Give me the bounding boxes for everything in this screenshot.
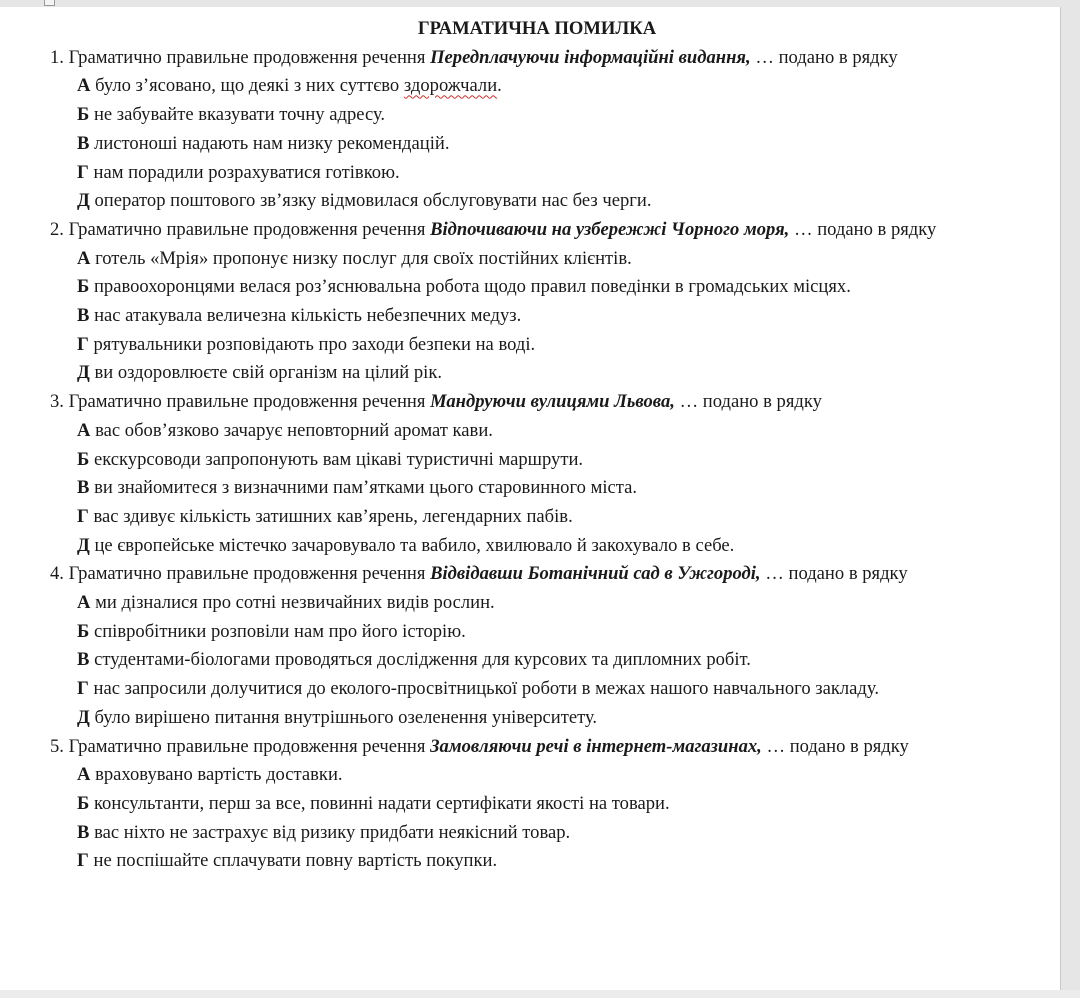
question-number: 5.: [50, 735, 64, 757]
answer-option: [50, 675, 1024, 704]
option-letter: А: [77, 247, 91, 269]
question-2: [50, 216, 1024, 245]
option-letter: Б: [77, 276, 90, 298]
option-text: вас здивує кількість затишних кав’ярень, легендарних пабів.: [93, 505, 573, 527]
question-number: 4.: [50, 563, 64, 585]
question-suffix: … подано в рядку: [766, 735, 909, 757]
vertical-scrollbar-track[interactable]: [1061, 7, 1080, 990]
answer-option: [50, 847, 1024, 876]
question-suffix: … подано в рядку: [765, 563, 908, 585]
question-phrase: Передплачуючи інформаційні видання,: [430, 46, 751, 68]
option-text: співробітники розповіли нам про його історію.: [93, 620, 466, 642]
answer-option: [50, 159, 1024, 188]
question-number: 3.: [50, 391, 64, 413]
option-text: враховувано вартість доставки.: [95, 764, 343, 786]
option-text: екскурсоводи запропонують вам цікаві туристичні маршрути.: [93, 448, 584, 470]
option-text: нас запросили долучитися до еколого-просвітницької роботи в межах нашого навчального закладу.: [93, 678, 879, 700]
option-text: не поспішайте сплачувати повну вартість покупки.: [93, 850, 498, 872]
question-prefix: Граматично правильне продовження речення: [68, 218, 426, 240]
answer-option: [50, 273, 1024, 302]
answer-option: [50, 761, 1024, 790]
option-letter: А: [77, 75, 91, 97]
option-letter: Г: [77, 505, 89, 527]
page-title: ГРАМАТИЧНА ПОМИЛКА: [417, 18, 657, 39]
question-list: [50, 44, 1024, 876]
option-letter: Д: [77, 362, 90, 384]
option-letter: Г: [77, 333, 89, 355]
option-letter: Б: [77, 792, 90, 814]
option-text-end: .: [497, 75, 502, 97]
question-number: 2.: [50, 218, 64, 240]
option-text: листоноші надають нам низку рекомендацій.: [94, 132, 450, 154]
option-letter: Б: [77, 104, 90, 126]
question-phrase: Відвідавши Ботанічний сад в Ужгороді,: [430, 563, 761, 585]
option-text: ви знайомитеся з визначними пам’ятками цього старовинного міста.: [94, 477, 638, 499]
option-letter: А: [77, 419, 91, 441]
question-phrase: Мандруючи вулицями Львова,: [430, 391, 675, 413]
option-text: нам порадили розрахуватися готівкою.: [93, 161, 400, 183]
answer-option: [50, 331, 1024, 360]
question-4: [50, 560, 1024, 589]
option-text: вас обов’язково зачарує неповторний аромат кави.: [95, 419, 493, 441]
answer-option: [50, 187, 1024, 216]
question-prefix: Граматично правильне продовження речення: [68, 735, 426, 757]
option-letter: Д: [77, 190, 90, 212]
option-text: рятувальники розповідають про заходи безпеки на воді.: [93, 333, 536, 355]
option-letter: В: [77, 132, 90, 154]
question-phrase: Відпочиваючи на узбережжі Чорного моря,: [430, 218, 790, 240]
question-3: [50, 388, 1024, 417]
question-suffix: … подано в рядку: [679, 391, 822, 413]
option-letter: Д: [77, 706, 90, 728]
answer-option: [50, 704, 1024, 733]
answer-option: [50, 130, 1024, 159]
question-number: 1.: [50, 46, 64, 68]
option-letter: Г: [77, 678, 89, 700]
option-letter: Г: [77, 161, 89, 183]
question-1: [50, 44, 1024, 73]
option-text: вас ніхто не застрахує від ризику придбати неякісний товар.: [94, 821, 571, 843]
option-text: оператор поштового зв’язку відмовилася обслуговувати нас без черги.: [94, 190, 652, 212]
document-body: [50, 15, 1024, 876]
option-letter: Г: [77, 850, 89, 872]
answer-option: [50, 417, 1024, 446]
answer-option: [50, 790, 1024, 819]
option-text: правоохоронцями велася роз’яснювальна робота щодо правил поведінки в громадських місцях.: [93, 276, 851, 298]
option-text: це європейське містечко зачаровувало та вабило, хвилювало й закохувало в себе.: [94, 534, 735, 556]
answer-option: [50, 819, 1024, 848]
option-letter: Б: [77, 448, 90, 470]
spellcheck-flagged-word: здорожчали: [403, 75, 498, 97]
answer-option: [50, 446, 1024, 475]
question-prefix: Граматично правильне продовження речення: [68, 46, 426, 68]
question-suffix: … подано в рядку: [755, 46, 898, 68]
option-text: готель «Мрія» пропонує низку послуг для своїх постійних клієнтів.: [95, 247, 632, 269]
option-letter: Б: [77, 620, 90, 642]
option-letter: В: [77, 649, 90, 671]
answer-option: [50, 359, 1024, 388]
option-letter: А: [77, 764, 91, 786]
top-ruler-strip: [0, 0, 1080, 7]
option-text: консультанти, перш за все, повинні надати сертифікати якості на товари.: [93, 792, 670, 814]
answer-option: [50, 245, 1024, 274]
question-prefix: Граматично правильне продовження речення: [68, 391, 426, 413]
question-phrase: Замовляючи речі в інтернет-магазинах,: [430, 735, 762, 757]
option-text: було вирішено питання внутрішнього озеленення університету.: [94, 706, 598, 728]
question-prefix: Граматично правильне продовження речення: [68, 563, 426, 585]
margin-corner-marker: [44, 0, 55, 6]
option-text: не забувайте вказувати точну адресу.: [93, 104, 386, 126]
question-5: [50, 733, 1024, 762]
answer-option: [50, 589, 1024, 618]
answer-option: [50, 646, 1024, 675]
option-letter: В: [77, 305, 90, 327]
option-letter: В: [77, 477, 90, 499]
option-letter: В: [77, 821, 90, 843]
bottom-status-strip: [0, 990, 1080, 998]
answer-option: [50, 302, 1024, 331]
document-page[interactable]: [0, 7, 1061, 991]
option-text: було з’ясовано, що деякі з них суттєво: [95, 75, 404, 97]
answer-option: [50, 474, 1024, 503]
answer-option: [50, 618, 1024, 647]
option-text: ви оздоровлюєте свій організм на цілий рік.: [94, 362, 443, 384]
answer-option: [50, 72, 1024, 101]
answer-option: [50, 503, 1024, 532]
option-text: ми дізналися про сотні незвичайних видів рослин.: [95, 592, 495, 614]
option-text: нас атакувала величезна кількість небезпечних медуз.: [94, 305, 522, 327]
option-letter: Д: [77, 534, 90, 556]
answer-option: [50, 532, 1024, 561]
answer-option: [50, 101, 1024, 130]
question-suffix: … подано в рядку: [793, 218, 937, 240]
option-letter: А: [77, 592, 91, 614]
option-text: студентами-біологами проводяться дослідження для курсових та дипломних робіт.: [94, 649, 751, 671]
